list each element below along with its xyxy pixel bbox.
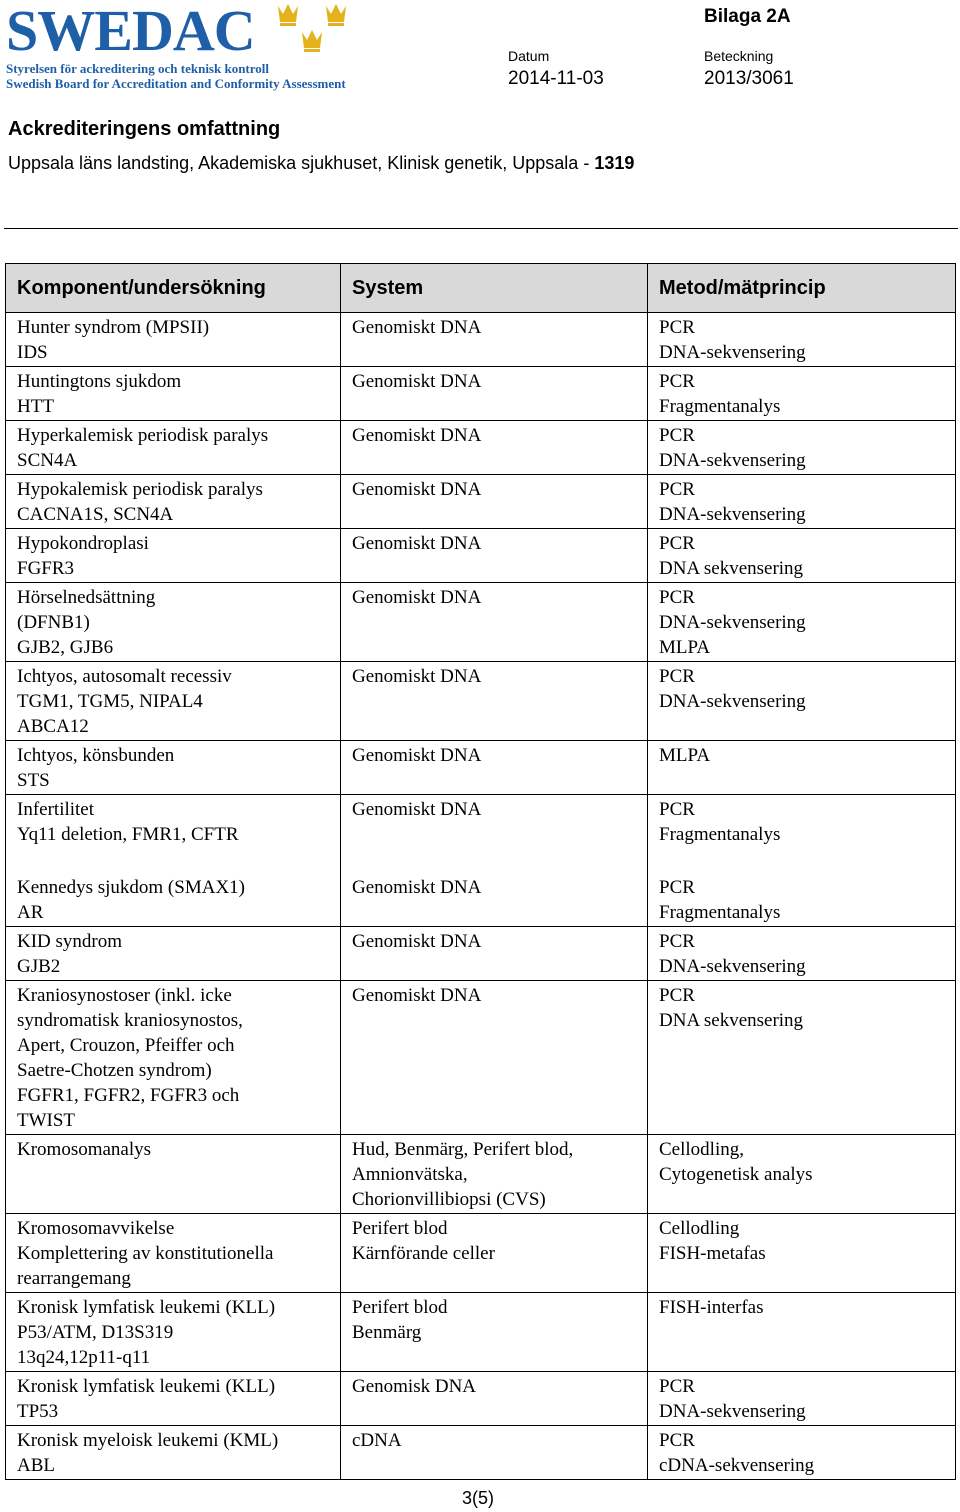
- cell-komponent: [6, 1214, 341, 1293]
- komponent-line: Yq11 deletion, FMR1, CFTR: [17, 824, 239, 845]
- table-row: [6, 795, 956, 874]
- system-line: Hud, Benmärg, Perifert blod,: [352, 1139, 574, 1160]
- cell-metod: [648, 873, 956, 927]
- cell-metod: [648, 475, 956, 529]
- metod-line: PCR: [659, 985, 695, 1006]
- komponent-line: Ichtyos, autosomalt recessiv: [17, 666, 232, 687]
- cell-system: [341, 1372, 648, 1426]
- system-line: Genomiskt DNA: [352, 985, 482, 1006]
- cell-komponent: [6, 981, 341, 1135]
- metod-line: DNA-sekvensering: [659, 691, 806, 712]
- cell-system: [341, 529, 648, 583]
- komponent-line: SCN4A: [17, 450, 78, 471]
- komponent-line: rearrangemang: [17, 1268, 131, 1289]
- date-label: Datum: [508, 48, 550, 64]
- appendix-label: Bilaga 2A: [704, 6, 791, 27]
- cell-metod: [648, 1372, 956, 1426]
- metod-line: DNA-sekvensering: [659, 504, 806, 525]
- komponent-line: CACNA1S, SCN4A: [17, 504, 174, 525]
- komponent-line: 13q24,12p11-q11: [17, 1347, 151, 1368]
- cell-komponent: [6, 1426, 341, 1480]
- komponent-line: Kronisk myeloisk leukemi (KML): [17, 1430, 279, 1451]
- cell-metod: [648, 313, 956, 367]
- komponent-line: Kronisk lymfatisk leukemi (KLL): [17, 1297, 276, 1318]
- system-line: Amnionvätska,: [352, 1164, 468, 1185]
- system-line: Genomiskt DNA: [352, 931, 482, 952]
- cell-system: [341, 662, 648, 741]
- cell-komponent: [6, 1372, 341, 1426]
- komponent-line: syndromatisk kraniosynostos,: [17, 1010, 243, 1031]
- metod-line: Fragmentanalys: [659, 824, 781, 845]
- metod-line: PCR: [659, 533, 695, 554]
- page-title: Ackrediteringens omfattning: [8, 118, 281, 140]
- komponent-line: Kennedys sjukdom (SMAX1): [17, 877, 245, 898]
- cell-system: [341, 981, 648, 1135]
- cell-system: [341, 1214, 648, 1293]
- cell-metod: [648, 981, 956, 1135]
- komponent-line: Hyperkalemisk periodisk paralys: [17, 425, 269, 446]
- cell-komponent: [6, 662, 341, 741]
- table-body: [6, 313, 956, 1480]
- komponent-line: IDS: [17, 342, 48, 363]
- komponent-line: FGFR3: [17, 558, 75, 579]
- cell-metod: [648, 529, 956, 583]
- komponent-line: AR: [17, 902, 44, 923]
- metod-line: PCR: [659, 931, 695, 952]
- metod-line: DNA-sekvensering: [659, 342, 806, 363]
- system-line: Genomiskt DNA: [352, 425, 482, 446]
- column-header-metod: Metod/mätprincip: [648, 264, 956, 313]
- subtitle-number: 1319: [594, 153, 635, 173]
- komponent-line: Kromosomanalys: [17, 1139, 152, 1160]
- table-row: [6, 529, 956, 583]
- cell-metod: [648, 421, 956, 475]
- komponent-line: Huntingtons sjukdom: [17, 371, 182, 392]
- cell-komponent: [6, 367, 341, 421]
- swedac-logo: [6, 2, 356, 92]
- header-divider: [4, 228, 958, 229]
- page-subtitle: [8, 153, 634, 174]
- system-line: Genomiskt DNA: [352, 371, 482, 392]
- cell-system: [341, 367, 648, 421]
- komponent-line: GJB2, GJB6: [17, 637, 114, 658]
- accreditation-table: [5, 263, 956, 1480]
- system-line: Perifert blod: [352, 1297, 448, 1318]
- table-row: [6, 1372, 956, 1426]
- komponent-line: STS: [17, 770, 50, 791]
- komponent-line: Hunter syndrom (MPSII): [17, 317, 210, 338]
- cell-metod: [648, 795, 956, 874]
- komponent-line: Hypokondroplasi: [17, 533, 149, 554]
- komponent-line: Kromosomavvikelse: [17, 1218, 175, 1239]
- table-row: [6, 662, 956, 741]
- cell-komponent: [6, 795, 341, 874]
- metod-line: DNA sekvensering: [659, 558, 804, 579]
- column-header-komponent: Komponent/undersökning: [6, 264, 341, 313]
- cell-metod: [648, 583, 956, 662]
- komponent-line: ABCA12: [17, 716, 89, 737]
- cell-komponent: [6, 475, 341, 529]
- cell-system: [341, 1135, 648, 1214]
- table-row: [6, 313, 956, 367]
- system-line: Genomiskt DNA: [352, 533, 482, 554]
- cell-system: [341, 795, 648, 874]
- metod-line: MLPA: [659, 745, 711, 766]
- metod-line: PCR: [659, 877, 695, 898]
- metod-line: PCR: [659, 371, 695, 392]
- cell-metod: [648, 1135, 956, 1214]
- komponent-line: Ichtyos, könsbunden: [17, 745, 175, 766]
- komponent-line: KID syndrom: [17, 931, 123, 952]
- cell-system: [341, 1426, 648, 1480]
- cell-komponent: [6, 313, 341, 367]
- table-row: [6, 1426, 956, 1480]
- cell-metod: [648, 662, 956, 741]
- komponent-line: (DFNB1): [17, 612, 90, 633]
- cell-metod: [648, 1293, 956, 1372]
- komponent-line: Hypokalemisk periodisk paralys: [17, 479, 263, 500]
- metod-line: cDNA-sekvensering: [659, 1455, 815, 1476]
- table-row: [6, 367, 956, 421]
- cell-system: [341, 421, 648, 475]
- cell-komponent: [6, 927, 341, 981]
- metod-line: Cytogenetisk analys: [659, 1164, 813, 1185]
- system-line: cDNA: [352, 1430, 402, 1451]
- metod-line: PCR: [659, 479, 695, 500]
- komponent-line: Komplettering av konstitutionella: [17, 1243, 274, 1264]
- metod-line: PCR: [659, 1430, 695, 1451]
- system-line: Genomiskt DNA: [352, 587, 482, 608]
- cell-system: [341, 873, 648, 927]
- komponent-line: TWIST: [17, 1110, 76, 1131]
- metod-line: PCR: [659, 317, 695, 338]
- cell-komponent: [6, 1135, 341, 1214]
- subtitle-text: Uppsala läns landsting, Akademiska sjukhuset, Klinisk genetik, Uppsala -: [8, 153, 595, 173]
- system-line: Genomiskt DNA: [352, 745, 482, 766]
- komponent-line: Apert, Crouzon, Pfeiffer och: [17, 1035, 235, 1056]
- metod-line: MLPA: [659, 637, 711, 658]
- table-header-row: [6, 264, 956, 313]
- system-line: Genomiskt DNA: [352, 799, 482, 820]
- metod-line: PCR: [659, 799, 695, 820]
- metod-line: PCR: [659, 587, 695, 608]
- metod-line: DNA-sekvensering: [659, 450, 806, 471]
- cell-system: [341, 475, 648, 529]
- table-row: [6, 981, 956, 1135]
- table-row: [6, 583, 956, 662]
- system-line: Genomiskt DNA: [352, 479, 482, 500]
- metod-line: PCR: [659, 425, 695, 446]
- page-number: 3(5): [462, 1488, 495, 1508]
- system-line: Perifert blod: [352, 1218, 448, 1239]
- table-row: [6, 1135, 956, 1214]
- table-row: [6, 741, 956, 795]
- cell-system: [341, 741, 648, 795]
- metod-line: Cellodling: [659, 1218, 740, 1239]
- cell-komponent: [6, 583, 341, 662]
- reference-label: Beteckning: [704, 48, 774, 64]
- metod-line: DNA sekvensering: [659, 1010, 804, 1031]
- metod-line: DNA-sekvensering: [659, 956, 806, 977]
- komponent-line: Infertilitet: [17, 799, 95, 820]
- metod-line: PCR: [659, 1376, 695, 1397]
- metod-line: Fragmentanalys: [659, 396, 781, 417]
- komponent-line: P53/ATM, D13S319: [17, 1322, 174, 1343]
- komponent-line: TP53: [17, 1401, 59, 1422]
- komponent-line: Kronisk lymfatisk leukemi (KLL): [17, 1376, 276, 1397]
- cell-komponent: [6, 1293, 341, 1372]
- cell-komponent: [6, 873, 341, 927]
- table-row: [6, 927, 956, 981]
- cell-system: [341, 583, 648, 662]
- system-line: Chorionvillibiopsi (CVS): [352, 1189, 546, 1210]
- table-row: [6, 475, 956, 529]
- cell-komponent: [6, 741, 341, 795]
- cell-metod: [648, 741, 956, 795]
- komponent-line: ABL: [17, 1455, 55, 1476]
- cell-komponent: [6, 421, 341, 475]
- cell-system: [341, 313, 648, 367]
- system-line: Genomiskt DNA: [352, 666, 482, 687]
- system-line: Kärnförande celler: [352, 1243, 495, 1264]
- table-row: [6, 1214, 956, 1293]
- komponent-line: GJB2: [17, 956, 61, 977]
- komponent-line: HTT: [17, 396, 54, 417]
- cell-system: [341, 927, 648, 981]
- cell-system: [341, 1293, 648, 1372]
- reference-value: 2013/3061: [704, 68, 794, 89]
- table-row: [6, 873, 956, 927]
- system-line: Benmärg: [352, 1322, 422, 1343]
- table-row: [6, 1293, 956, 1372]
- metod-line: Cellodling,: [659, 1139, 744, 1160]
- metod-line: DNA-sekvensering: [659, 1401, 806, 1422]
- metod-line: FISH-metafas: [659, 1243, 766, 1264]
- komponent-line: Kraniosynostoser (inkl. icke: [17, 985, 232, 1006]
- cell-metod: [648, 927, 956, 981]
- logo-wordmark: SWEDAC: [6, 0, 255, 63]
- metod-line: FISH-interfas: [659, 1297, 764, 1318]
- cell-metod: [648, 367, 956, 421]
- metod-line: PCR: [659, 666, 695, 687]
- cell-komponent: [6, 529, 341, 583]
- komponent-line: Hörselnedsättning: [17, 587, 156, 608]
- komponent-line: Saetre-Chotzen syndrom): [17, 1060, 212, 1081]
- three-crowns-icon: [274, 2, 360, 62]
- system-line: Genomiskt DNA: [352, 317, 482, 338]
- cell-metod: [648, 1214, 956, 1293]
- metod-line: DNA-sekvensering: [659, 612, 806, 633]
- komponent-line: FGFR1, FGFR2, FGFR3 och: [17, 1085, 240, 1106]
- table-row: [6, 421, 956, 475]
- logo-subtitle-swedish: Styrelsen för ackreditering och teknisk kontroll: [6, 61, 270, 76]
- metod-line: Fragmentanalys: [659, 902, 781, 923]
- komponent-line: TGM1, TGM5, NIPAL4: [17, 691, 203, 712]
- date-value: 2014-11-03: [508, 68, 604, 89]
- cell-metod: [648, 1426, 956, 1480]
- system-line: Genomiskt DNA: [352, 877, 482, 898]
- logo-subtitle-english: Swedish Board for Accreditation and Conformity Assessment: [6, 76, 346, 91]
- column-header-system: System: [341, 264, 648, 313]
- system-line: Genomisk DNA: [352, 1376, 477, 1397]
